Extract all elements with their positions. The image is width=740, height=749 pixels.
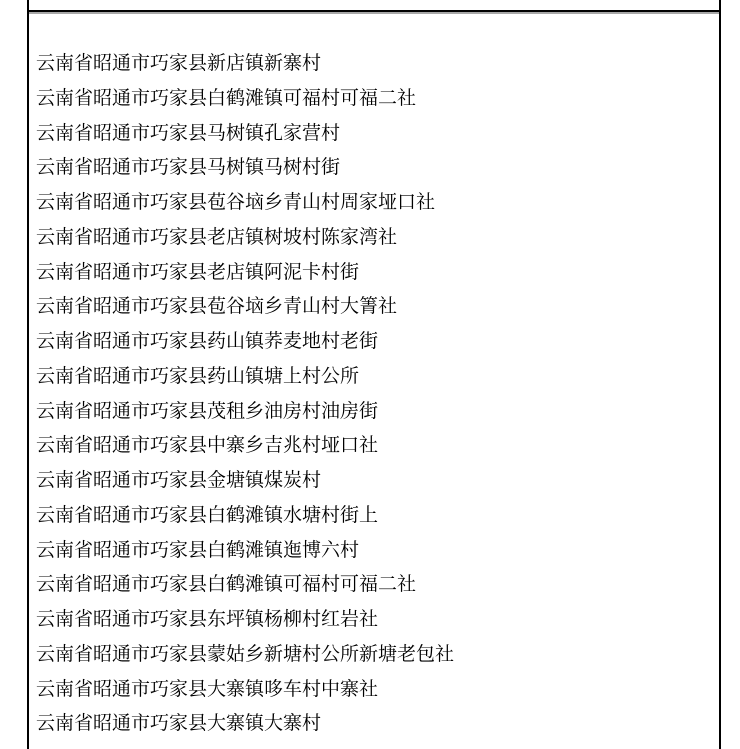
address-line: 云南省昭通市巧家县茂租乡油房村油房街	[36, 400, 379, 422]
address-line: 云南省昭通市巧家县白鹤滩镇迤博六村	[36, 539, 360, 561]
address-line: 云南省昭通市巧家县蒙姑乡新塘村公所新塘老包社	[36, 643, 455, 665]
address-line: 云南省昭通市巧家县老店镇树坡村陈家湾社	[36, 226, 398, 248]
address-line: 云南省昭通市巧家县苞谷垴乡青山村周家垭口社	[36, 192, 436, 213]
address-list	[36, 47, 706, 742]
address-line: 云南省昭通市巧家县马树镇马树村街	[36, 157, 341, 179]
address-line: 云南省昭通市巧家县大寨镇哆车村中寨社	[36, 678, 379, 700]
address-line: 云南省昭通市巧家县大寨镇大寨村	[36, 713, 322, 735]
table-border-right	[719, 0, 721, 749]
address-line: 云南省昭通市巧家县东坪镇杨柳村红岩社	[36, 609, 379, 630]
address-line: 云南省昭通市巧家县白鹤滩镇可福村可福二社	[36, 87, 417, 109]
address-line: 云南省昭通市巧家县药山镇塘上村公所	[36, 365, 360, 387]
table-border-left	[27, 0, 29, 749]
row-divider-shadow	[29, 12, 719, 14]
address-line: 云南省昭通市巧家县药山镇荞麦地村老街	[36, 331, 379, 352]
address-line: 云南省昭通市巧家县金塘镇煤炭村	[36, 470, 322, 491]
address-line: 云南省昭通市巧家县白鹤滩镇水塘村街上	[36, 504, 379, 526]
address-line: 云南省昭通市巧家县苞谷垴乡青山村大箐社	[36, 296, 398, 318]
address-line: 云南省昭通市巧家县老店镇阿泥卡村街	[36, 261, 360, 283]
address-line: 云南省昭通市巧家县中寨乡吉兆村垭口社	[36, 435, 379, 457]
address-line: 云南省昭通市巧家县马树镇孔家营村	[36, 122, 341, 144]
address-line: 云南省昭通市巧家县新店镇新寨村	[36, 53, 322, 74]
address-line: 云南省昭通市巧家县白鹤滩镇可福村可福二社	[36, 574, 417, 596]
